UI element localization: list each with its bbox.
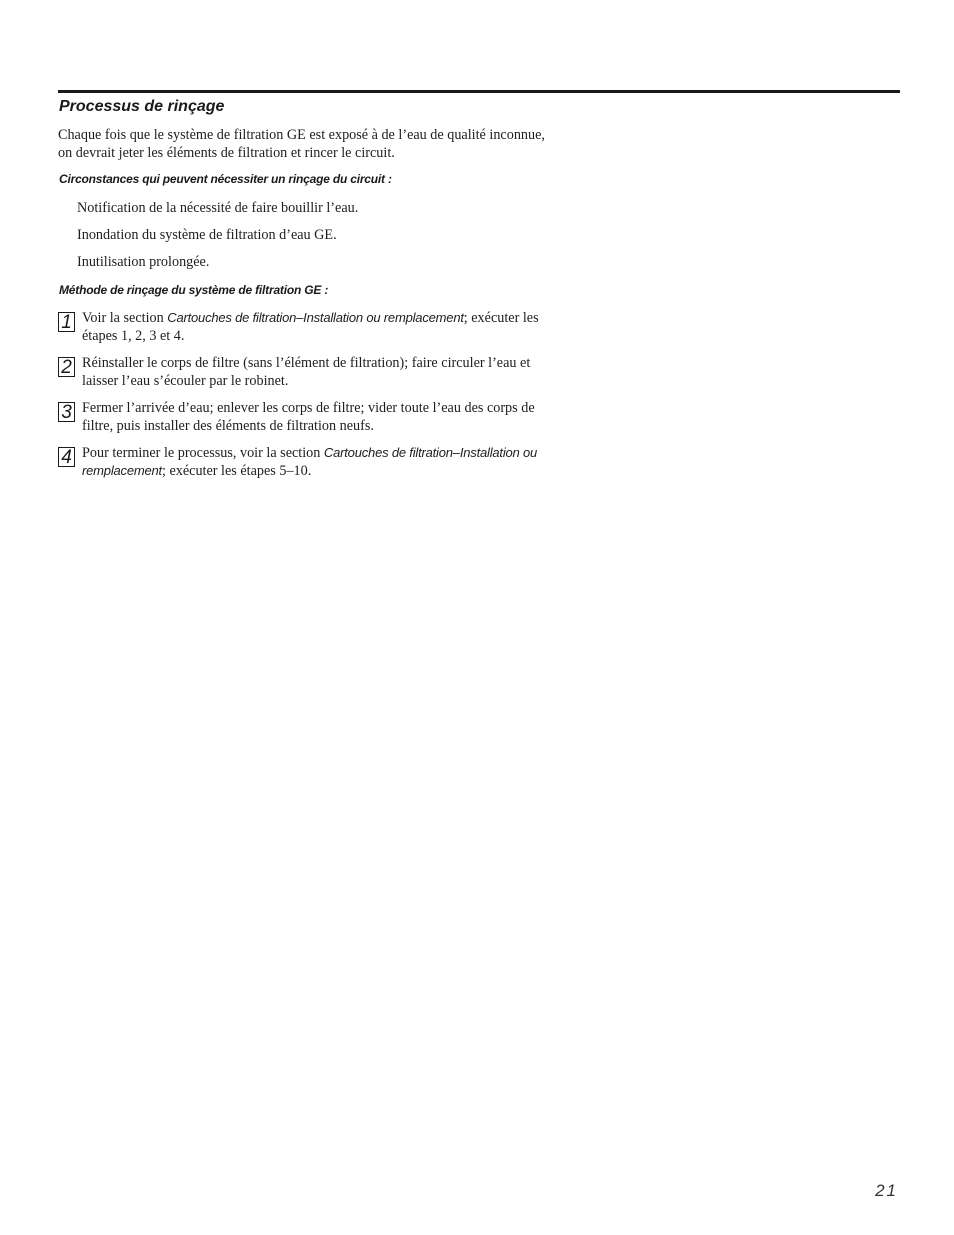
section-rule xyxy=(58,90,900,93)
step-text: Voir la section Cartouches de filtration–Installation ou remplacement; exécuter les étapes 1, 2, 3 et 4. xyxy=(82,310,539,344)
page-number: 21 xyxy=(875,1181,898,1200)
intro-paragraph: Chaque fois que le système de filtration GE est exposé à de l’eau de qualité inconnue, on devrait jeter les éléments de filtration et rincer le circuit. xyxy=(58,127,545,161)
step-number-badge: 1 xyxy=(58,312,75,332)
step-number-badge: 4 xyxy=(58,447,75,467)
circumstances-heading: Circonstances qui peuvent nécessiter un rinçage du circuit : xyxy=(59,172,392,186)
step-number-badge: 2 xyxy=(58,357,75,377)
circumstance-item: Inutilisation prolongée. xyxy=(77,254,210,270)
circumstance-item: Notification de la nécessité de faire bouillir l’eau. xyxy=(77,200,359,216)
step-text: Réinstaller le corps de filtre (sans l’élément de filtration); faire circuler l’eau et laisser l’eau s’écouler par le robinet. xyxy=(82,355,531,389)
section-reference: Cartouches de filtration–Installation ou remplacement xyxy=(167,310,464,325)
step-text: Fermer l’arrivée d’eau; enlever les corps de filtre; vider toute l’eau des corps de filtre, puis installer des éléments de filtration neufs. xyxy=(82,400,535,434)
step-text: Pour terminer le processus, voir la section Cartouches de filtration–Installation ou remplacement; exécuter les étapes 5–10. xyxy=(82,445,538,479)
circumstance-item: Inondation du système de filtration d’eau GE. xyxy=(77,227,337,243)
section-reference: Cartouches de filtration–Installation ou remplacement xyxy=(82,445,538,478)
section-title: Processus de rinçage xyxy=(59,98,225,115)
method-heading: Méthode de rinçage du système de filtration GE : xyxy=(59,283,329,297)
step-number-badge: 3 xyxy=(58,402,75,422)
